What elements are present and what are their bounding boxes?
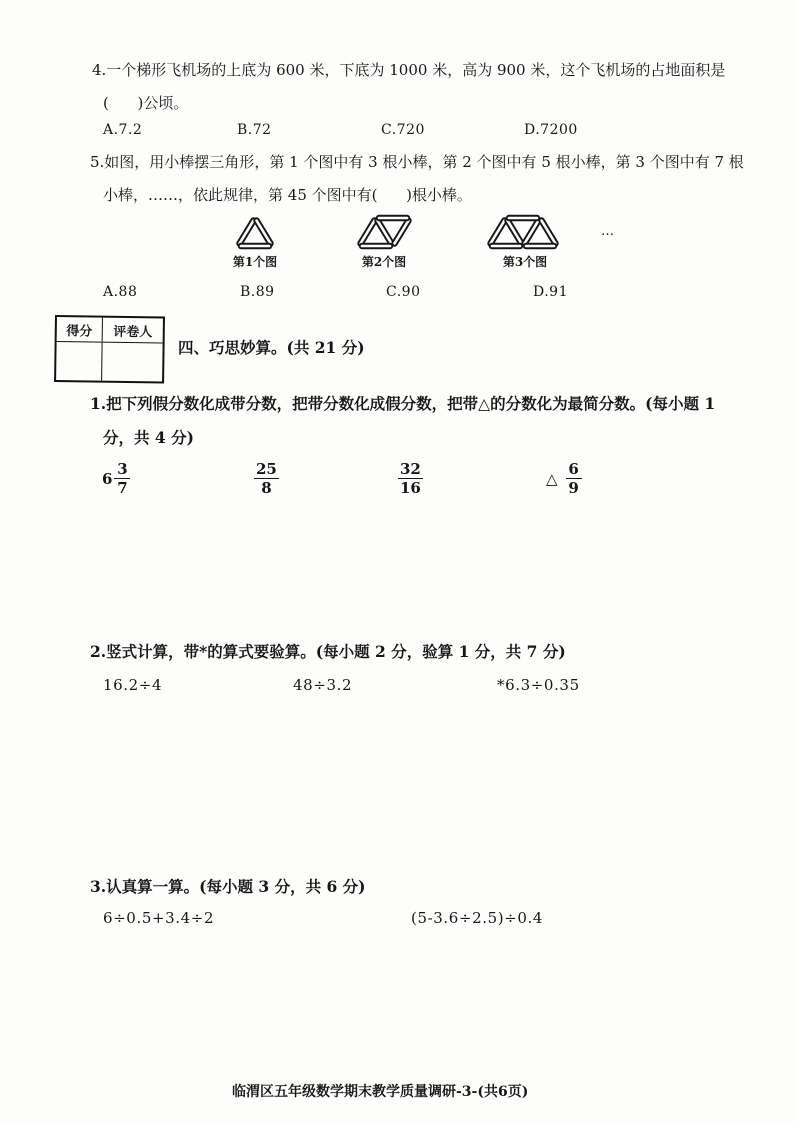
- score-cell: [56, 342, 103, 381]
- q4-option-b: B.72: [237, 122, 272, 138]
- s4-q2-item-1: 16.2÷4: [103, 676, 163, 694]
- fraction: [255, 461, 278, 496]
- fraction: [399, 461, 422, 496]
- denominator: 9: [568, 479, 579, 497]
- stick: [525, 221, 539, 244]
- s4-q3-text: 3.认真算一算。(每小题 3 分，共 6 分): [90, 877, 366, 896]
- stick: [378, 221, 392, 244]
- q4-option-a: A.7.2: [103, 122, 143, 138]
- stick: [240, 221, 254, 244]
- stick-figure-2: [355, 214, 414, 250]
- page-footer: 临渭区五年级数学期末教学质量调研-3-(共6页): [232, 1084, 529, 1100]
- q5-option-d: D.91: [533, 284, 568, 300]
- q5-option-b: B.89: [240, 284, 275, 300]
- fraction: [567, 461, 581, 496]
- figure-ellipsis: …: [601, 224, 615, 239]
- stick: [361, 221, 375, 244]
- s4-q1-text-line1: 1.把下列假分数化成带分数，把带分数化成假分数，把带△的分数化为最简分数。(每小题 1: [90, 394, 716, 413]
- improper-fraction-item-1: [255, 461, 278, 496]
- q4-option-d: D.7200: [524, 122, 578, 138]
- numerator: 6: [568, 460, 579, 478]
- denominator: 7: [117, 479, 128, 497]
- q5-text-line1: 5.如图，用小棒摆三角形，第 1 个图中有 3 根小棒，第 2 个图中有 5 根小棒，第 3 个图中有 7 根: [90, 153, 744, 171]
- s4-q2-item-3: *6.3÷0.35: [497, 676, 580, 694]
- triangle-mark-icon: △: [546, 469, 558, 488]
- score-label: 得分: [57, 317, 103, 342]
- simplify-fraction-item: [546, 461, 581, 496]
- numerator: 25: [256, 460, 277, 478]
- s4-q1-text-line2: 分，共 4 分): [103, 428, 194, 447]
- q4-text-line2: ( )公顷。: [103, 94, 189, 112]
- stick: [257, 221, 271, 244]
- stick: [508, 221, 522, 244]
- mixed-number-item: [102, 461, 129, 496]
- grader-label: 评卷人: [113, 324, 153, 340]
- q5-option-a: A.88: [103, 284, 138, 300]
- numerator: 32: [400, 460, 421, 478]
- figure-2-label: 第2个图: [361, 255, 407, 269]
- fraction: [115, 461, 129, 496]
- stick: [491, 221, 505, 244]
- q4-option-c: C.720: [381, 122, 425, 138]
- q5-option-c: C.90: [386, 284, 421, 300]
- figure-3-label: 第3个图: [502, 255, 548, 269]
- s4-q2-item-2: 48÷3.2: [293, 676, 353, 694]
- improper-fraction-item-2: [399, 461, 422, 496]
- section-4-heading: 四、巧思妙算。(共 21 分): [178, 338, 365, 357]
- q5-text-line2: 小棒，……，依此规律，第 45 个图中有( )根小棒。: [103, 186, 472, 204]
- numerator: 3: [117, 460, 128, 478]
- grader-cell: [102, 343, 163, 382]
- s4-q3-item-1: 6÷0.5+3.4÷2: [103, 909, 215, 927]
- score-box-header: [57, 317, 163, 343]
- denominator: 8: [261, 479, 272, 497]
- score-box: [54, 315, 165, 384]
- stick: [542, 221, 556, 244]
- stick: [395, 221, 409, 244]
- s4-q2-text: 2.竖式计算，带*的算式要验算。(每小题 2 分，验算 1 分，共 7 分): [90, 642, 566, 661]
- denominator: 16: [400, 479, 421, 497]
- figure-1-label: 第1个图: [232, 255, 278, 269]
- stick-figure-3: [485, 214, 561, 250]
- s4-q3-item-2: (5-3.6÷2.5)÷0.4: [411, 909, 544, 927]
- stick-figure-1: [234, 214, 276, 250]
- q4-text-line1: 4.一个梯形飞机场的上底为 600 米，下底为 1000 米，高为 900 米，这个飞机场的占地面积是: [92, 61, 726, 79]
- score-box-body: [56, 342, 163, 381]
- whole-part: 6: [102, 469, 113, 488]
